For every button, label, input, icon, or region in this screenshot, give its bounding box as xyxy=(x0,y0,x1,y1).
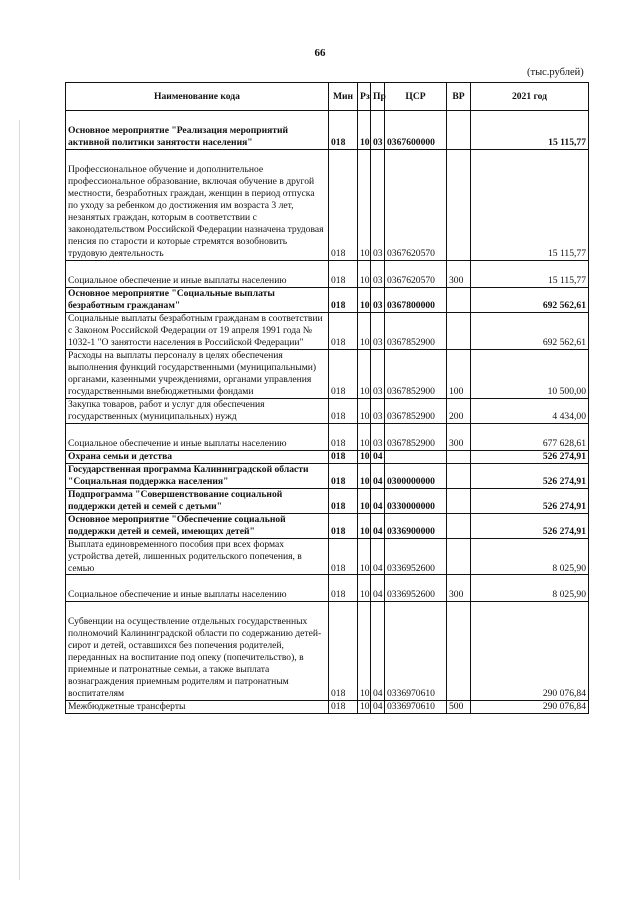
table-row xyxy=(66,149,589,260)
cell-csr: 0367620570 xyxy=(385,149,447,260)
cell-pr: 04 xyxy=(371,538,385,575)
cell-name: Охрана семьи и детства xyxy=(66,450,329,463)
cell-pr: 03 xyxy=(371,312,385,349)
cell-rz: 10 xyxy=(358,349,371,398)
table-row xyxy=(66,463,589,488)
cell-pr: 03 xyxy=(371,398,385,423)
table-header-row xyxy=(66,83,589,111)
cell-name: Основное мероприятие "Реализация мероприятий активной политики занятости населения" xyxy=(66,111,329,150)
cell-value: 526 274,91 xyxy=(471,488,589,513)
cell-csr xyxy=(385,450,447,463)
table-body xyxy=(66,111,589,714)
cell-value: 290 076,84 xyxy=(471,701,589,714)
cell-value: 8 025,90 xyxy=(471,538,589,575)
cell-rz: 10 xyxy=(358,450,371,463)
table-row xyxy=(66,701,589,714)
table-row xyxy=(66,349,589,398)
cell-value: 526 274,91 xyxy=(471,513,589,538)
cell-name: Социальное обеспечение и иные выплаты населению xyxy=(66,575,329,602)
cell-csr: 0336970610 xyxy=(385,701,447,714)
cell-vr xyxy=(447,538,471,575)
cell-rz: 10 xyxy=(358,423,371,450)
cell-min: 018 xyxy=(329,575,358,602)
cell-csr: 0300000000 xyxy=(385,463,447,488)
scan-edge-shadow xyxy=(19,120,20,880)
cell-rz: 10 xyxy=(358,149,371,260)
table-row xyxy=(66,575,589,602)
cell-csr: 0367600000 xyxy=(385,111,447,150)
cell-name: Расходы на выплаты персоналу в целях обеспечения выполнения функций государственными (муниципальными) органами, казенными учреждениями, органами управления государственными внебюджетными фондами xyxy=(66,349,329,398)
cell-min: 018 xyxy=(329,312,358,349)
cell-pr: 04 xyxy=(371,488,385,513)
cell-vr xyxy=(447,602,471,701)
table-row xyxy=(66,488,589,513)
cell-pr: 03 xyxy=(371,149,385,260)
cell-value: 15 115,77 xyxy=(471,111,589,150)
cell-min: 018 xyxy=(329,423,358,450)
cell-min: 018 xyxy=(329,398,358,423)
cell-name: Основное мероприятие "Социальные выплаты безработным гражданам" xyxy=(66,287,329,312)
cell-vr xyxy=(447,450,471,463)
cell-min: 018 xyxy=(329,513,358,538)
cell-vr xyxy=(447,463,471,488)
cell-vr xyxy=(447,287,471,312)
cell-rz: 10 xyxy=(358,538,371,575)
cell-value: 526 274,91 xyxy=(471,463,589,488)
cell-min: 018 xyxy=(329,149,358,260)
cell-min: 018 xyxy=(329,111,358,150)
cell-csr: 0336970610 xyxy=(385,602,447,701)
cell-csr: 0367852900 xyxy=(385,312,447,349)
cell-vr: 300 xyxy=(447,423,471,450)
cell-rz: 10 xyxy=(358,111,371,150)
cell-vr: 500 xyxy=(447,701,471,714)
cell-csr: 0367852900 xyxy=(385,398,447,423)
cell-pr: 04 xyxy=(371,575,385,602)
header-vr: ВР xyxy=(447,83,471,111)
cell-pr: 03 xyxy=(371,349,385,398)
cell-value: 290 076,84 xyxy=(471,602,589,701)
cell-pr: 04 xyxy=(371,701,385,714)
cell-name: Государственная программа Калининградской области "Социальная поддержка населения" xyxy=(66,463,329,488)
cell-pr: 03 xyxy=(371,423,385,450)
cell-min: 018 xyxy=(329,538,358,575)
table-row xyxy=(66,111,589,150)
cell-pr: 03 xyxy=(371,111,385,150)
cell-name: Профессиональное обучение и дополнительное профессиональное образование, включая обучение в другой местности, безработных граждан, женщин в период отпуска по уходу за ребенком до достижения им возраста 3 лет, незанятых граждан, которым в соответствии с законодательством Российской Федерации назначена трудовая пенсия по старости и которые стремятся возобновить трудовую деятельность xyxy=(66,149,329,260)
cell-rz: 10 xyxy=(358,260,371,287)
cell-vr xyxy=(447,312,471,349)
cell-min: 018 xyxy=(329,260,358,287)
cell-vr: 100 xyxy=(447,349,471,398)
cell-min: 018 xyxy=(329,450,358,463)
table-row xyxy=(66,513,589,538)
cell-csr: 0330000000 xyxy=(385,488,447,513)
budget-table xyxy=(65,82,589,714)
cell-value: 677 628,61 xyxy=(471,423,589,450)
header-year: 2021 год xyxy=(471,83,589,111)
cell-vr xyxy=(447,488,471,513)
cell-name: Межбюджетные трансферты xyxy=(66,701,329,714)
cell-pr: 04 xyxy=(371,463,385,488)
table-row xyxy=(66,312,589,349)
table-row xyxy=(66,260,589,287)
cell-min: 018 xyxy=(329,463,358,488)
page-number: 66 xyxy=(314,47,326,59)
cell-rz: 10 xyxy=(358,312,371,349)
cell-vr xyxy=(447,111,471,150)
cell-csr: 0336952600 xyxy=(385,538,447,575)
cell-csr: 0367852900 xyxy=(385,349,447,398)
units-label: (тыс.рублей) xyxy=(527,67,584,78)
cell-rz: 10 xyxy=(358,513,371,538)
cell-name: Подпрограмма "Совершенствование социальной поддержки детей и семей с детьми" xyxy=(66,488,329,513)
cell-min: 018 xyxy=(329,349,358,398)
table-row xyxy=(66,450,589,463)
cell-vr: 300 xyxy=(447,575,471,602)
cell-value: 15 115,77 xyxy=(471,260,589,287)
header-rz: Рз xyxy=(358,83,371,111)
cell-name: Социальное обеспечение и иные выплаты населению xyxy=(66,423,329,450)
cell-name: Субвенции на осуществление отдельных государственных полномочий Калининградской области по содержанию детей-сирот и детей, оставшихся без попечения родителей, переданных на воспитание под опеку (попечительство), в приемные и патронатные семьи, а также выплата вознаграждения приемным родителям и патронатным воспитателям xyxy=(66,602,329,701)
cell-pr: 03 xyxy=(371,260,385,287)
table-row xyxy=(66,398,589,423)
cell-name: Социальное обеспечение и иные выплаты населению xyxy=(66,260,329,287)
cell-rz: 10 xyxy=(358,602,371,701)
cell-vr xyxy=(447,513,471,538)
cell-vr: 300 xyxy=(447,260,471,287)
header-pr: Пр xyxy=(371,83,385,111)
cell-csr: 0367852900 xyxy=(385,423,447,450)
cell-value: 8 025,90 xyxy=(471,575,589,602)
cell-value: 10 500,00 xyxy=(471,349,589,398)
cell-vr xyxy=(447,149,471,260)
cell-pr: 04 xyxy=(371,602,385,701)
table-row xyxy=(66,287,589,312)
cell-rz: 10 xyxy=(358,287,371,312)
header-name: Наименование кода xyxy=(66,83,329,111)
header-min: Мин xyxy=(329,83,358,111)
table-row xyxy=(66,602,589,701)
header-csr: ЦСР xyxy=(385,83,447,111)
cell-min: 018 xyxy=(329,488,358,513)
cell-rz: 10 xyxy=(358,701,371,714)
cell-pr: 04 xyxy=(371,513,385,538)
cell-pr: 03 xyxy=(371,287,385,312)
cell-rz: 10 xyxy=(358,575,371,602)
table-row xyxy=(66,538,589,575)
cell-pr: 04 xyxy=(371,450,385,463)
cell-vr: 200 xyxy=(447,398,471,423)
cell-rz: 10 xyxy=(358,463,371,488)
cell-csr: 0367620570 xyxy=(385,260,447,287)
cell-rz: 10 xyxy=(358,488,371,513)
cell-csr: 0336952600 xyxy=(385,575,447,602)
cell-min: 018 xyxy=(329,287,358,312)
cell-name: Социальные выплаты безработным гражданам в соответствии с Законом Российской Федерации от 19 апреля 1991 года № 1032-1 "О занятости населения в Российской Федерации" xyxy=(66,312,329,349)
cell-min: 018 xyxy=(329,701,358,714)
cell-value: 692 562,61 xyxy=(471,312,589,349)
cell-rz: 10 xyxy=(358,398,371,423)
cell-csr: 0367800000 xyxy=(385,287,447,312)
cell-min: 018 xyxy=(329,602,358,701)
cell-name: Закупка товаров, работ и услуг для обеспечения государственных (муниципальных) нужд xyxy=(66,398,329,423)
cell-value: 692 562,61 xyxy=(471,287,589,312)
cell-value: 526 274,91 xyxy=(471,450,589,463)
cell-csr: 0336900000 xyxy=(385,513,447,538)
cell-name: Основное мероприятие "Обеспечение социальной поддержки детей и семей, имеющих детей" xyxy=(66,513,329,538)
cell-value: 15 115,77 xyxy=(471,149,589,260)
table-row xyxy=(66,423,589,450)
cell-value: 4 434,00 xyxy=(471,398,589,423)
cell-name: Выплата единовременного пособия при всех формах устройства детей, лишенных родительского попечения, в семью xyxy=(66,538,329,575)
